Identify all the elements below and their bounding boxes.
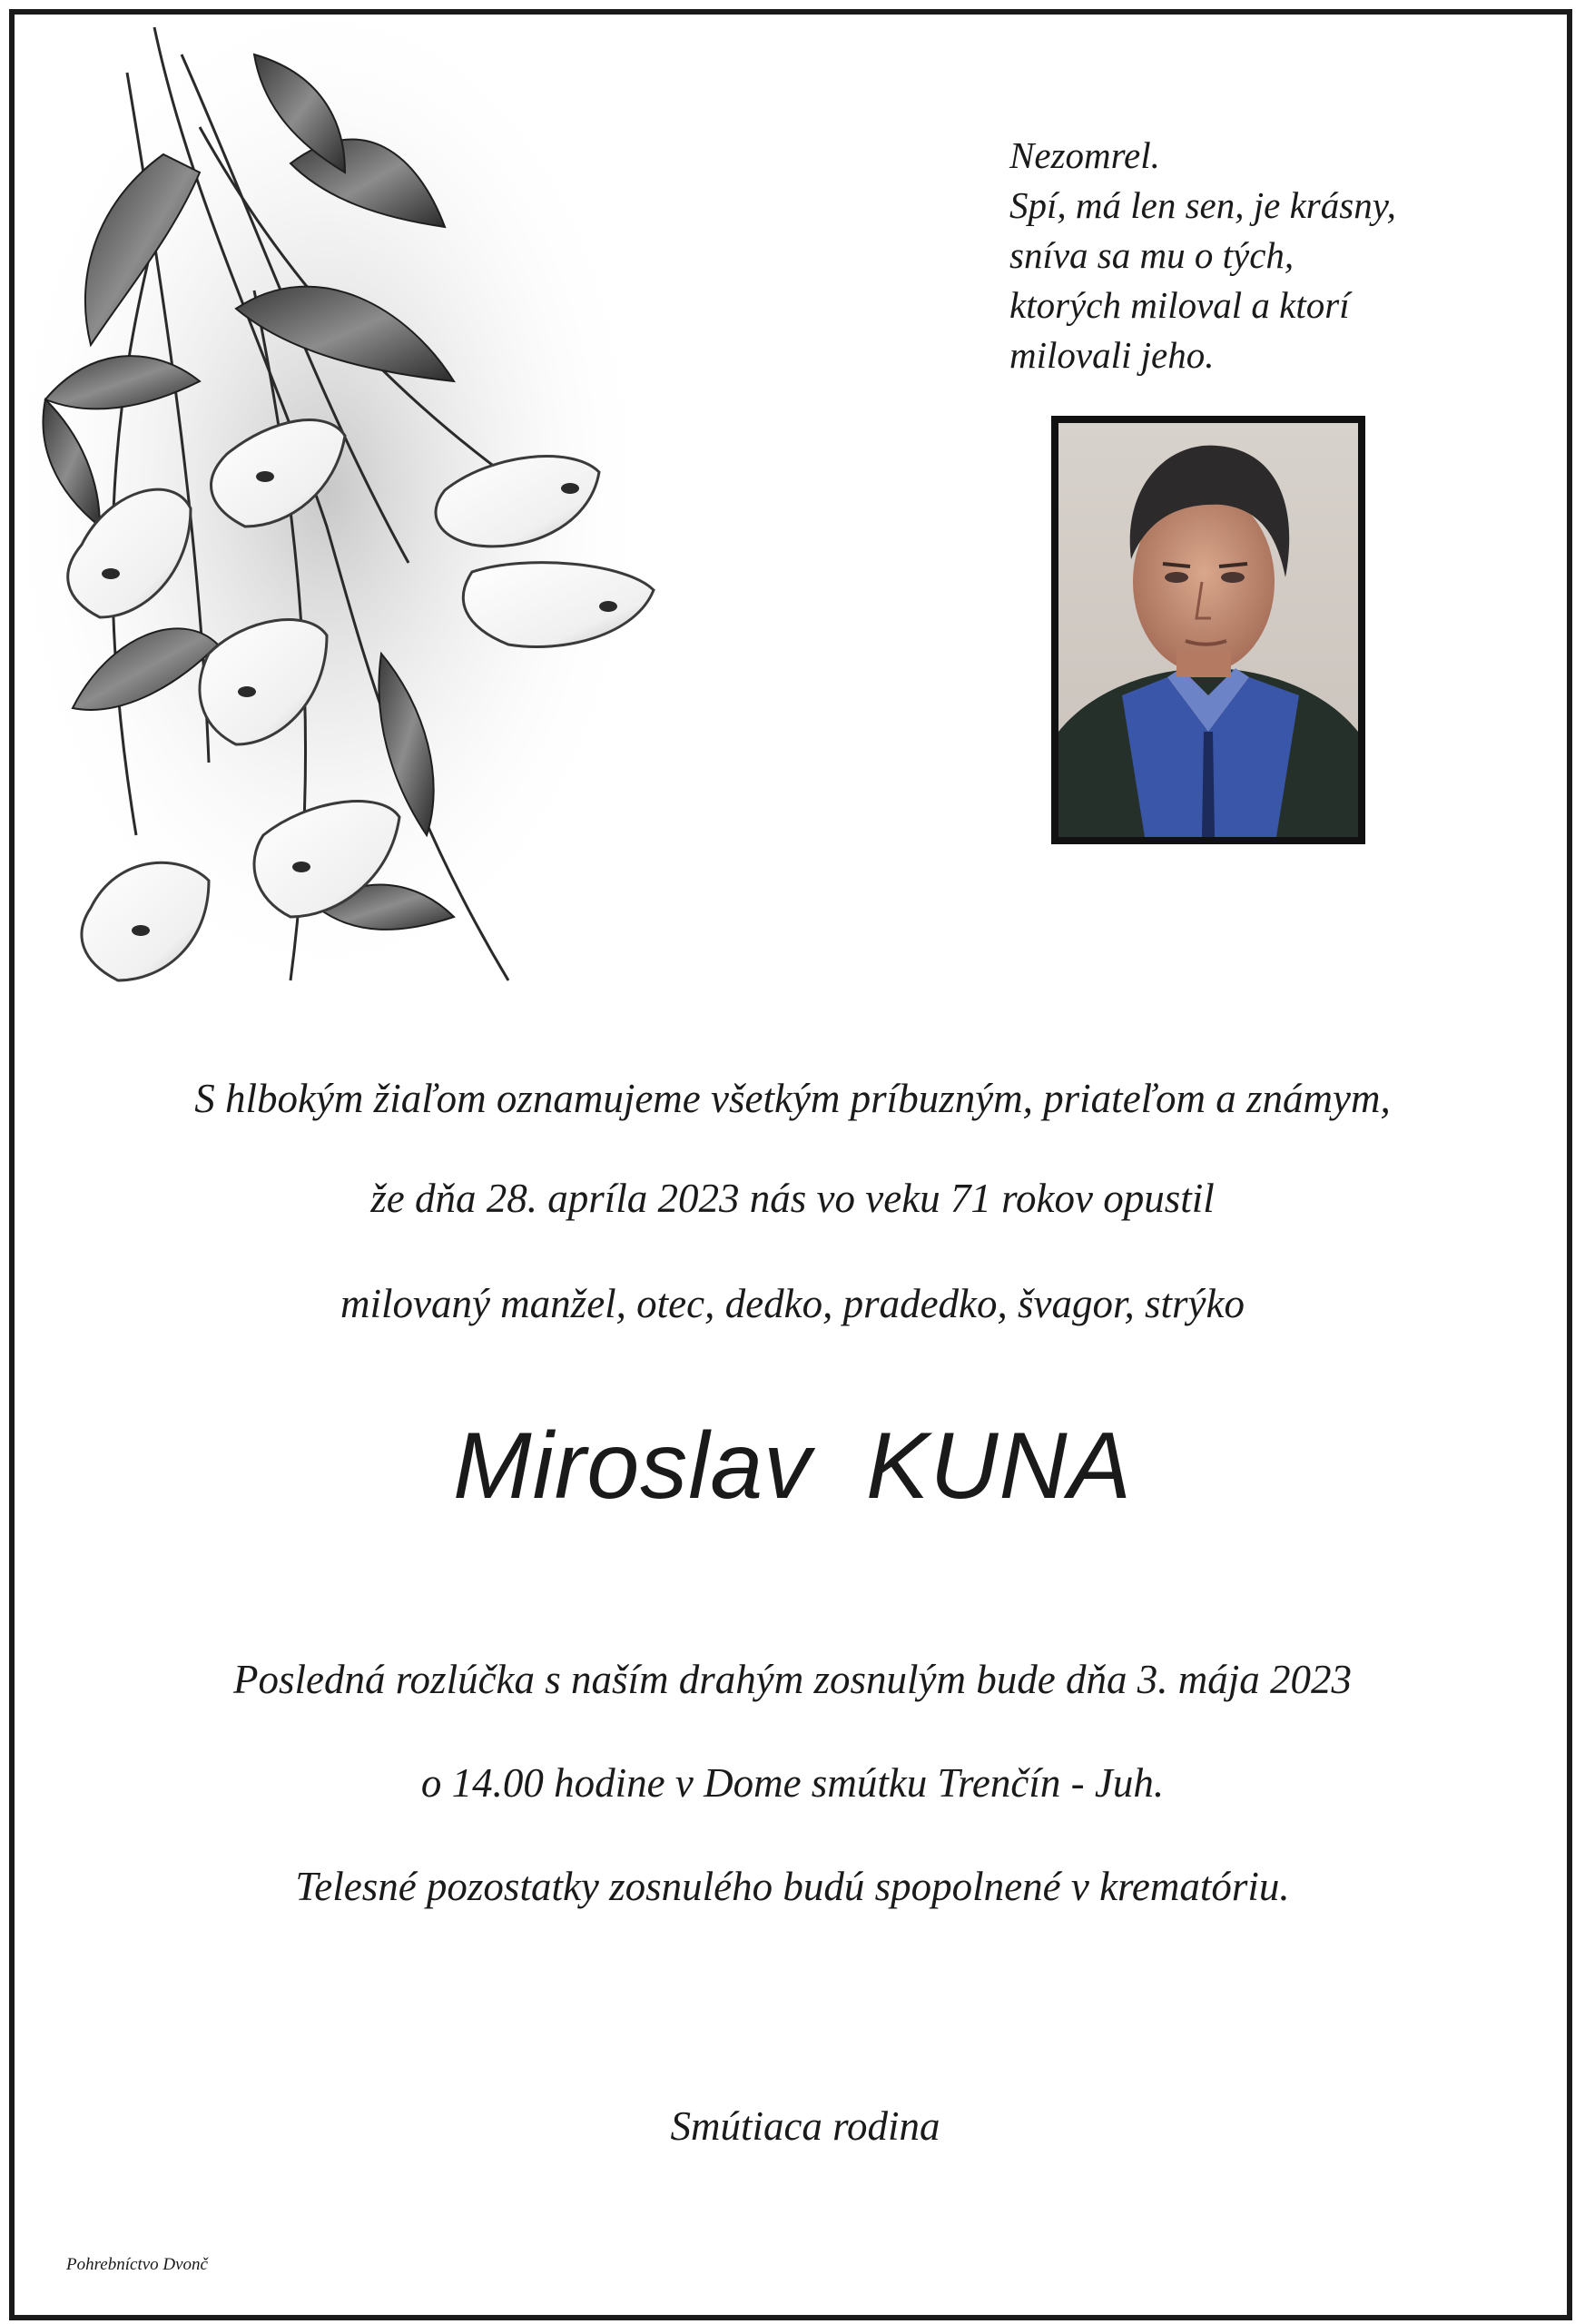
announcement-line-3: milovaný manžel, otec, dedko, pradedko, švagor, strýko	[340, 1281, 1245, 1326]
ceremony-line-3: Telesné pozostatky zosnulého budú spopolnené v krematóriu.	[295, 1864, 1290, 1909]
poem-quote	[1009, 131, 1518, 380]
signature: Smútiaca rodina	[670, 2103, 940, 2149]
poem-line: ktorých miloval a ktorí	[1009, 284, 1350, 326]
announcement-line-2: že dňa 28. apríla 2023 nás vo veku 71 rokov opustil	[370, 1176, 1215, 1221]
calla-lily-illustration	[18, 18, 672, 1035]
poem-line: sníva sa mu o tých,	[1009, 234, 1295, 276]
poem-line: Nezomrel.	[1009, 134, 1160, 176]
announcement-line-1: S hlbokým žiaľom oznamujeme všetkým príbuzným, priateľom a známym,	[194, 1076, 1391, 1121]
portrait-frame	[1051, 416, 1365, 844]
poem-line: milovali jeho.	[1009, 334, 1215, 376]
ceremony-line-2: o 14.00 hodine v Dome smútku Trenčín - Juh.	[420, 1760, 1165, 1806]
funeral-home-credit: Pohrebníctvo Dvonč	[66, 2255, 208, 2274]
ceremony-line-1: Posledná rozlúčka s naším drahým zosnulým bude dňa 3. mája 2023	[232, 1657, 1352, 1702]
deceased-name: Miroslav KUNA	[453, 1413, 1132, 1519]
portrait-photo	[1058, 423, 1358, 837]
poem-line: Spí, má len sen, je krásny,	[1009, 184, 1396, 226]
